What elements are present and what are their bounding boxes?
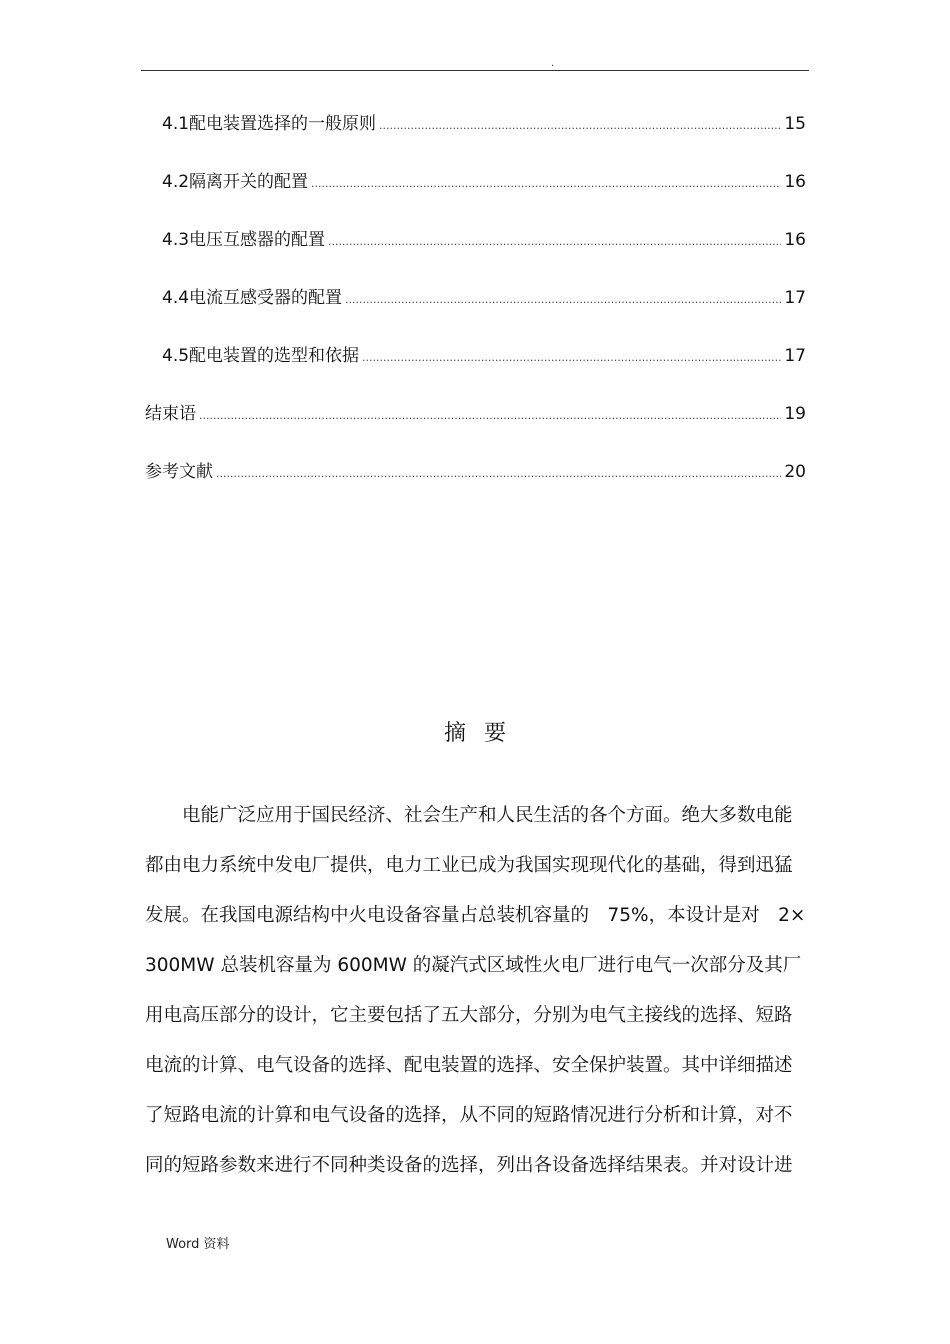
toc-entry[interactable] [162,112,806,138]
abstract-body [145,796,813,1196]
abstract-line: 用电高压部分的设计，它主要包括了五大部分，分别为电气主接线的选择、短路 [145,1005,793,1026]
toc-entry[interactable] [162,286,806,312]
abstract-line: 电能广泛应用于国民经济、社会生产和人民生活的各个方面。绝大多数电能 [182,805,793,826]
toc-leader [216,462,781,486]
toc-entry-title: 结束语 [145,404,196,424]
abstract-line: 同的短路参数来进行不同种类设备的选择，列出各设备选择结果表。并对设计进 [145,1155,793,1176]
toc-entry-title: 隔离开关的配置 [189,172,309,192]
abstract-line: 电流的计算、电气设备的选择、配电装置的选择、安全保护装置。其中详细描述 [145,1055,793,1076]
toc-entry-page: 16 [784,172,806,192]
toc-entry-title: 配电装置的选型和依据 [189,346,360,366]
toc-leader [328,230,781,254]
toc-leader [199,404,781,428]
toc-leader [362,346,781,370]
abstract-line: 都由电力系统中发电厂提供，电力工业已成为我国实现现代化的基础，得到迅猛 [145,855,793,876]
toc-entry[interactable] [145,402,806,428]
toc-entry-page: 19 [784,404,806,424]
toc-entry-title: 配电装置选择的一般原则 [189,114,377,134]
toc-entry-page: 16 [784,230,806,250]
footer-label: Word 资料 [166,1237,230,1252]
toc-entry-number: 4.4 [162,288,190,308]
abstract-line: 发展。在我国电源结构中火电设备容量占总装机容量的 75%，本设计是对 2× [145,905,806,926]
toc-entry[interactable] [162,170,806,196]
toc-entry-title: 电流互感受器的配置 [189,288,343,308]
toc-entry-page: 20 [784,462,806,482]
toc-entry-number: 4.1 [162,114,190,134]
toc-leader [345,288,781,312]
toc-entry-number: 4.3 [162,230,190,250]
abstract-heading: 摘要 [443,721,524,746]
toc-leader [379,114,781,138]
header-mark: . [551,58,555,69]
toc-entry-title: 参考文献 [145,462,213,482]
toc-entry[interactable] [162,344,806,370]
toc-entry-title: 电压互感器的配置 [189,230,326,250]
toc-entry[interactable] [145,460,806,486]
toc-entry-page: 17 [784,346,806,366]
toc-leader [311,172,781,196]
toc-entry-number: 4.2 [162,172,190,192]
toc-entry-page: 15 [784,114,806,134]
abstract-line: 300MW 总装机容量为 600MW 的凝汽式区域性火电厂进行电气一次部分及其厂 [145,955,802,976]
toc-entry-page: 17 [784,288,806,308]
abstract-line: 了短路电流的计算和电气设备的选择，从不同的短路情况进行分析和计算，对不 [145,1105,793,1126]
toc-entry-number: 4.5 [162,346,190,366]
toc-entry[interactable] [162,228,806,254]
header-rule [141,70,809,71]
